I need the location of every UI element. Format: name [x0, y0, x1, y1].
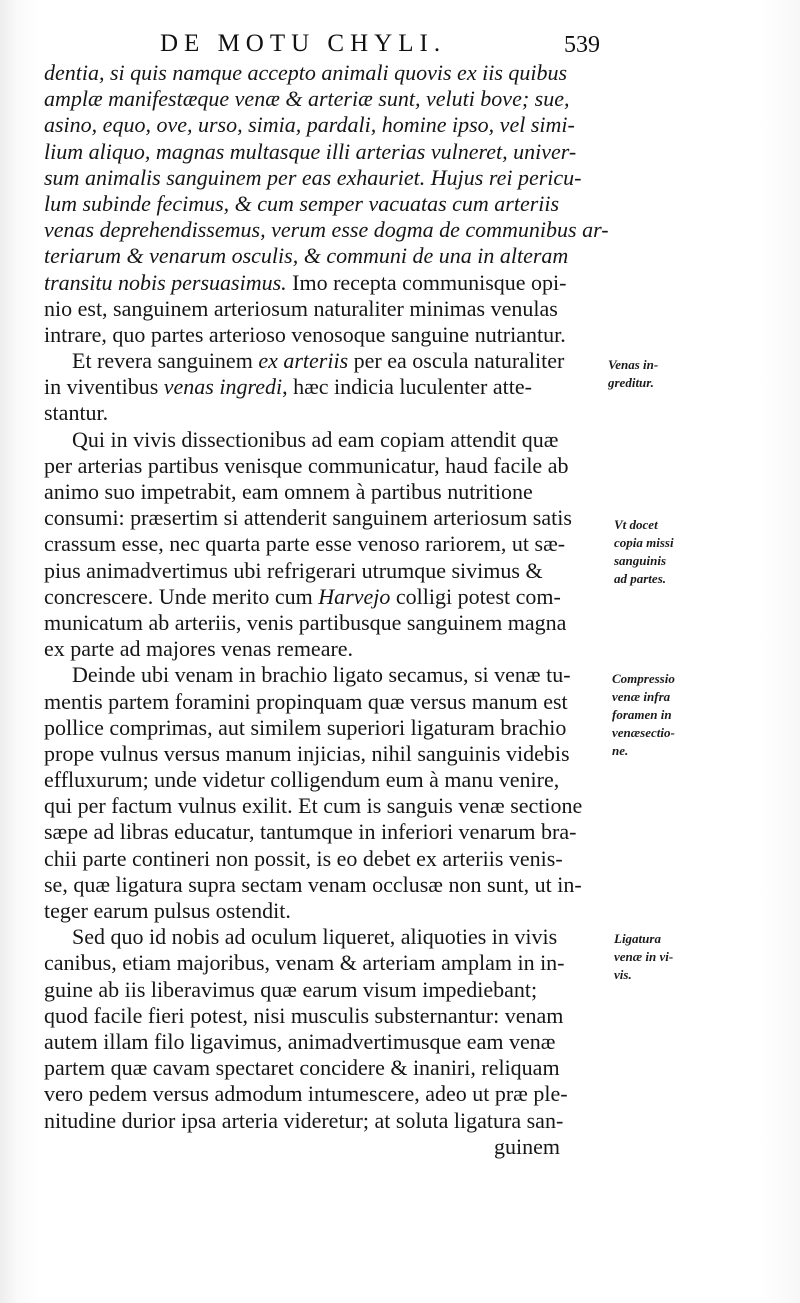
text-line: venas deprehendissemus, verum esse dogma de communibus ar- — [44, 217, 609, 243]
text-line: consumi: præsertim si attenderit sanguinem arteriosum satis — [44, 505, 572, 531]
text-line: effluxurum; unde videtur colligendum eum à manu venire, — [44, 767, 560, 793]
text-line: nio est, sanguinem arteriosum naturaliter minimas venulas — [44, 295, 558, 321]
text-line: canibus, etiam majoribus, venam & arteriam amplam in in- — [44, 950, 565, 976]
text-line: teriarum & venarum osculis, & communi de una in alteram — [44, 243, 569, 269]
margin-line: ad partes. — [614, 571, 666, 586]
margin-line: venæsectio- — [612, 725, 675, 740]
running-title: DE MOTU CHYLI. — [160, 30, 447, 57]
page-number: 539 — [564, 32, 600, 58]
text-line — [44, 584, 610, 610]
text-line: autem illam filo ligavimus, animadvertimusque eam venæ — [44, 1028, 556, 1054]
text-line: qui per factum vulnus exilit. Et cum is sanguis venæ sectione — [44, 793, 583, 819]
page-header — [160, 30, 600, 64]
text-line: prope vulnus versus manum injicias, nihil sanguinis videbis — [44, 740, 570, 766]
margin-line: venæ in vi- — [614, 949, 674, 964]
text-line: teger earum pulsus ostendit. — [44, 898, 291, 923]
text-line: asino, equo, ove, urso, simia, pardali, homine ipso, vel simi- — [44, 112, 575, 138]
text-line: sum animalis sanguinem per eas exhauriet. Hujus rei pericu- — [44, 164, 582, 190]
roman-span: in viventibus — [44, 374, 164, 400]
text-line: per arterias partibus venisque communicatur, haud facile ab — [44, 452, 569, 478]
italic-span: transitu nobis persuasimus. — [44, 269, 287, 295]
roman-span: per ea oscula naturaliter — [348, 348, 565, 374]
text-line: intrare, quo partes arterioso venosoque sanguine nutriantur. — [44, 321, 566, 347]
italic-span: ex arteriis — [258, 348, 349, 374]
text-line: lum subinde fecimus, & cum semper vacuatas cum arteriis — [44, 190, 560, 216]
text-line — [44, 270, 610, 296]
text-line: Qui in vivis dissectionibus ad eam copiam attendit quæ — [72, 426, 559, 452]
text-line: municatum ab arteriis, venis partibusque sanguinem magna — [44, 609, 567, 635]
italic-span: Harvejo — [318, 583, 391, 609]
text-line: nitudine durior ipsa arteria videretur; at soluta ligatura san- — [44, 1107, 564, 1133]
text-line: Deinde ubi venam in brachio ligato secamus, si venæ tu- — [72, 662, 571, 688]
italic-span: venas ingredi — [163, 374, 283, 400]
text-line: lium aliquo, magnas multasque illi arterias vulneret, univer- — [44, 138, 577, 164]
text-line — [44, 374, 610, 400]
text-line: chii parte contineri non possit, is eo debet ex arteriis venis- — [44, 845, 563, 871]
text-line: quod facile fieri potest, nisi musculis substernantur: venam — [44, 1002, 564, 1028]
text-line: stantur. — [44, 400, 109, 426]
margin-line: sanguinis — [614, 553, 667, 568]
margin-note-ligatura — [614, 930, 673, 984]
margin-line: ne. — [612, 743, 629, 758]
roman-span: colligi potest com- — [390, 583, 561, 609]
margin-line: foramen in — [612, 707, 672, 722]
main-text — [44, 60, 610, 1160]
roman-span: Imo recepta communisque opi- — [286, 269, 567, 295]
text-line: crassum esse, nec quarta parte esse venoso rariorem, ut sæ- — [44, 531, 566, 557]
text-line: guine ab iis liberavimus quæ earum visum impediebant; — [44, 976, 538, 1002]
text-line: se, quæ ligatura supra sectam venam occlusæ non sunt, ut in- — [44, 871, 582, 897]
text-line: amplæ manifestæque venæ & arteriæ sunt, veluti bove; sue, — [44, 86, 570, 112]
roman-span: Et revera sanguinem — [72, 348, 259, 374]
text-line — [44, 348, 610, 374]
text-line: dentia, si quis namque accepto animali quovis ex iis quibus — [44, 60, 568, 85]
margin-line: Ligatura — [614, 931, 661, 946]
margin-line: venæ infra — [612, 689, 671, 704]
margin-note-compressio — [612, 670, 675, 760]
margin-line: vis. — [614, 967, 632, 982]
text-line: pius animadvertimus ubi refrigerari utrumque sivimus & — [44, 557, 543, 583]
margin-note-vt-docet — [614, 516, 674, 588]
margin-line: copia missi — [614, 535, 674, 550]
text-line: Sed quo id nobis ad oculum liqueret, aliquoties in vivis — [72, 924, 558, 950]
margin-line: Vt docet — [614, 517, 658, 532]
text-line: animo suo impetrabit, eam omnem à partibus nutritione — [44, 479, 533, 504]
roman-span: , hæc indicia luculenter atte- — [282, 374, 532, 400]
margin-line: Venas in- — [608, 357, 659, 372]
margin-note-venas-ingreditur — [608, 356, 658, 392]
text-line: vero pedem versus admodum intumescere, adeo ut præ ple- — [44, 1081, 568, 1107]
roman-span: concrescere. Unde merito cum — [44, 583, 319, 609]
text-line: sæpe ad libras educatur, tantumque in inferiori venarum bra- — [44, 819, 577, 845]
margin-line: Compressio — [612, 671, 675, 686]
margin-line: greditur. — [608, 375, 654, 390]
text-line: mentis partem foramini propinquam quæ versus manum est — [44, 688, 568, 714]
text-line: pollice comprimas, aut similem superiori ligaturam brachio — [44, 714, 567, 740]
text-line: ex parte ad majores venas remeare. — [44, 636, 354, 662]
catchword: guinem — [494, 1133, 560, 1159]
text-line: partem quæ cavam spectaret concidere & inaniri, reliquam — [44, 1055, 560, 1081]
